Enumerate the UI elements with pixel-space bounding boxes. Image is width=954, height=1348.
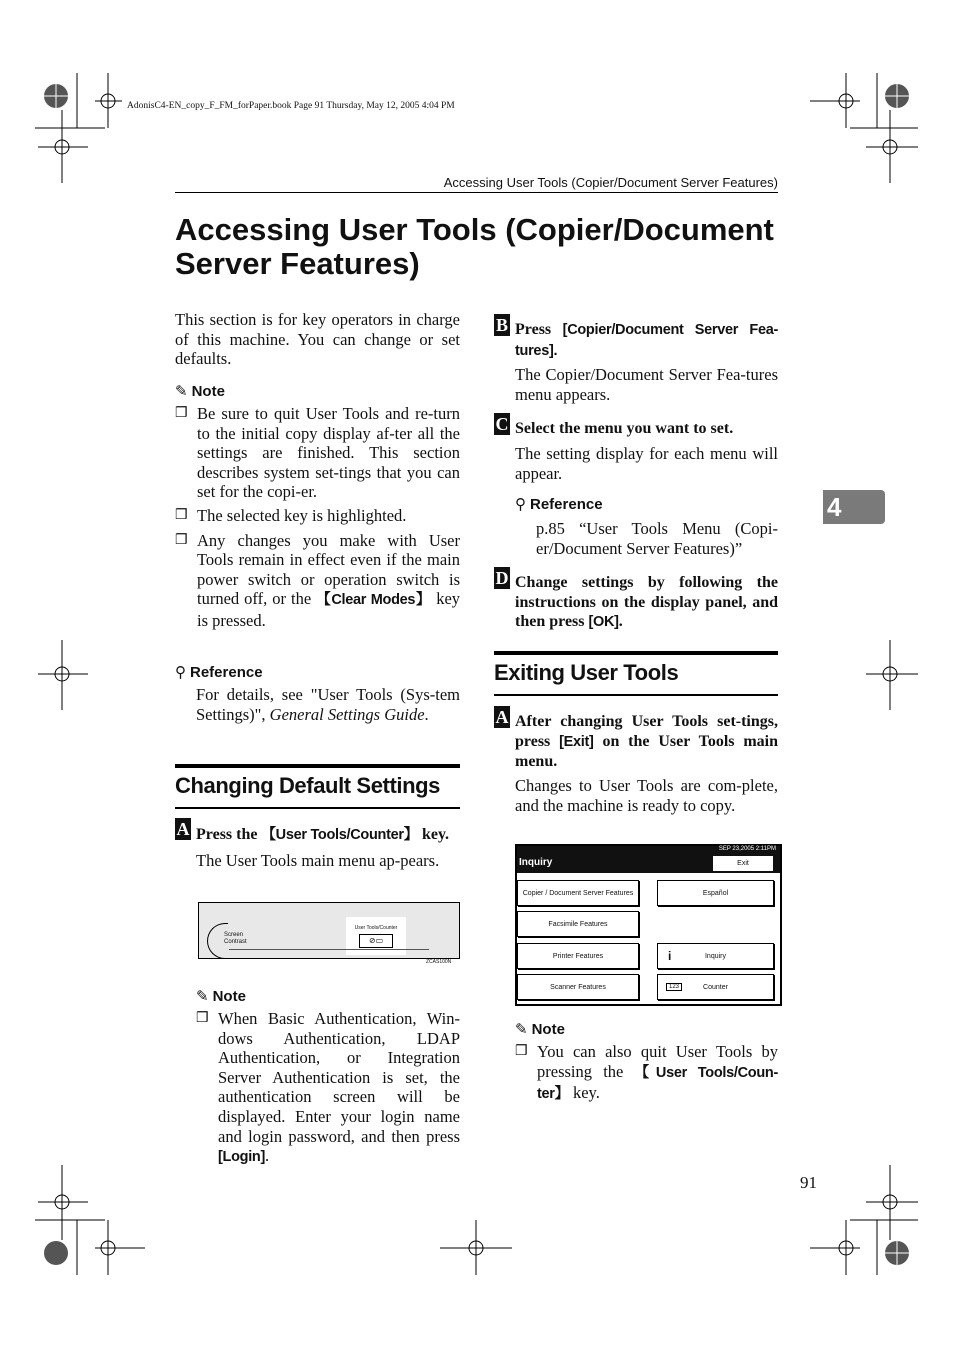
list-item: ❒ Any changes you make with User Tools remain in effect even if the main power switch or operation switch is turned off, or the 【Clear Modes】 key is pressed.: [175, 530, 461, 630]
note-heading: ✎ Note: [515, 1021, 565, 1038]
step-number: B: [495, 315, 508, 335]
user-tools-key-area: User Tools/Counter ⊘▭: [346, 917, 406, 955]
checkbox-bullet-icon: ❒: [196, 1011, 209, 1026]
running-header: Accessing User Tools (Copier/Document Server Features): [443, 175, 778, 190]
page-title: Accessing User Tools (Copier/Document Server Features): [175, 212, 774, 281]
counter-icon: 123: [666, 983, 682, 991]
step-number: C: [495, 414, 509, 434]
exit-button[interactable]: Exit: [713, 856, 773, 871]
info-icon: i: [668, 949, 672, 963]
pencil-icon: ✎: [515, 1022, 528, 1038]
list-item: ❒ You can also quit User Tools by pressing the 【User Tools/Coun-ter】 key.: [515, 1042, 778, 1103]
step-description: Changes to User Tools are com-plete, and the machine is ready to copy.: [515, 776, 778, 815]
page-number: 91: [800, 1173, 817, 1192]
header-rule: [175, 192, 778, 193]
counter-button[interactable]: 123 Counter: [657, 974, 774, 1000]
reference-text: p.85 “User Tools Menu (Copi-er/Document Server Features)”: [536, 519, 778, 558]
section-rule-top: [175, 764, 460, 768]
note-heading: ✎ Note: [196, 988, 246, 1005]
list-item: ❒ The selected key is highlighted.: [175, 505, 407, 525]
figure-code: ZCAS100N: [426, 959, 452, 965]
facsimile-features-button[interactable]: Facsimile Features: [517, 911, 639, 937]
screen-date: SEP 23,2005 2:11PM: [718, 846, 776, 852]
screen-contrast-label: Screen Contrast: [224, 932, 247, 945]
note-heading: ✎ Note: [175, 383, 225, 400]
screen-title: Inquiry: [519, 857, 553, 868]
reference-heading: ⚲ Reference: [515, 496, 603, 513]
language-button[interactable]: Español: [657, 880, 774, 906]
reference-heading: ⚲ Reference: [175, 664, 263, 681]
step-description: The User Tools main menu ap-pears.: [196, 851, 440, 870]
printer-features-button[interactable]: Printer Features: [517, 943, 639, 969]
section-heading: Changing Default Settings: [175, 773, 441, 798]
section-rule-bottom: [175, 807, 460, 809]
reference-text: For details, see "User Tools (Sys-tem Settings)", General Settings Guide.: [196, 685, 460, 724]
inquiry-button[interactable]: i Inquiry: [657, 943, 774, 969]
step-number: A: [495, 707, 509, 727]
user-tools-screen-illustration: [515, 844, 782, 1006]
checkbox-bullet-icon: ❒: [175, 532, 188, 548]
section-rule-top: [494, 651, 778, 655]
file-info: AdonisC4-EN_copy_F_FM_forPaper.book Page 91 Thursday, May 12, 2005 4:04 PM: [127, 101, 455, 111]
checkbox-bullet-icon: ❒: [175, 406, 188, 421]
step-number: A: [176, 819, 190, 839]
checkbox-bullet-icon: ❒: [175, 507, 188, 523]
step-description: The setting display for each menu will appear.: [515, 444, 778, 483]
section-heading: Exiting User Tools: [494, 660, 679, 685]
scanner-features-button[interactable]: Scanner Features: [517, 974, 639, 1000]
intro-paragraph: This section is for key operators in charge of this machine. You can change or set defaults.: [175, 310, 460, 369]
magnifier-icon: ⚲: [175, 665, 186, 681]
step-number: D: [495, 568, 509, 588]
step-instruction: Press [Copier/Document Server Fea-tures].: [515, 321, 779, 359]
step-instruction: Press the 【User Tools/Counter】 key.: [196, 826, 450, 843]
list-item: ❒ When Basic Authentication, Win-dows Authentication, LDAP Authentication, or Integration Server Authentication is set, the authentication screen will be displayed. Enter your login name and login password, and then press [Login].: [196, 1009, 460, 1166]
user-tools-key[interactable]: ⊘▭: [359, 934, 393, 948]
step-instruction: After changing User Tools set-tings, press [Exit] on the User Tools main menu.: [515, 713, 779, 771]
control-panel-illustration: [198, 902, 460, 959]
step-instruction: Change settings by following the instructions on the display panel, and then press [OK].: [515, 574, 778, 631]
step-instruction: Select the menu you want to set.: [515, 420, 734, 437]
list-item: ❒ Be sure to quit User Tools and re-turn to the initial copy display af-ter all the settings are finished. This section describes system set-tings that you can set for the copi-er.: [175, 404, 460, 502]
magnifier-icon: ⚲: [515, 497, 526, 513]
copier-features-button[interactable]: Copier / Document Server Features: [517, 880, 639, 906]
chapter-tab: 4: [823, 490, 885, 524]
pencil-icon: ✎: [196, 989, 209, 1005]
step-description: The Copier/Document Server Fea-tures menu appears.: [515, 365, 778, 404]
checkbox-bullet-icon: ❒: [515, 1044, 528, 1059]
screen-title-bar: [517, 846, 780, 873]
note-list: [175, 404, 460, 631]
pencil-icon: ✎: [175, 384, 188, 400]
section-rule-bottom: [494, 694, 778, 696]
